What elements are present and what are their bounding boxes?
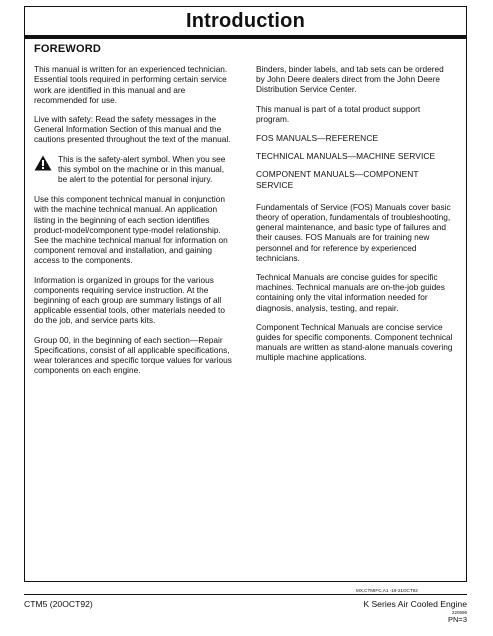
paragraph: Technical Manuals are concise guides for specific machines. Technical manuals are on-the-job guides containing only the vital information needed for diagnosis, analysis, testing, and repair. [256, 272, 445, 313]
section-heading: FOREWORD [34, 43, 101, 55]
page-number: PN=3 [448, 615, 467, 624]
paragraph: Binders, binder labels, and tab sets can be ordered by John Deere dealers direct from the John Deere Distribution Service Center. [256, 64, 444, 95]
footer-rule [24, 594, 467, 595]
safety-alert-text: This is the safety-alert symbol. When you see this symbol on the machine or in this manual, be alert to the potential for personal injury. [58, 153, 226, 185]
paragraph: This manual is written for an experienced technician. Essential tools required in performing certain service work are identified in this manual and are recommended for use. [34, 64, 228, 105]
code-reference: MX,CTMIFC,A1 -19-21OCT92 [356, 588, 418, 593]
footer-manual-title: K Series Air Cooled Engine [363, 599, 467, 609]
safety-alert-block [34, 154, 240, 185]
page-title-box [24, 6, 467, 36]
page-title: Introduction [185, 9, 306, 32]
footer-date-code: 220596 [451, 610, 467, 615]
paragraph: Live with safety: Read the safety messages in the General Information Section of this manual and the cautions presented throughout the text of the manual. [34, 114, 231, 145]
footer-manual-id: CTM5 (20OCT92) [24, 599, 93, 609]
paragraph: Fundamentals of Service (FOS) Manuals cover basic theory of operation, fundamentals of troubleshooting, general maintenance, and basic type of failures and their causes. FOS Manuals are for training new personnel and for reference by experienced technicians. [256, 201, 451, 263]
right-column [256, 44, 456, 372]
manual-type-component: COMPONENT MANUALS—COMPONENT SERVICE [256, 169, 419, 190]
safety-alert-triangle-icon [34, 155, 52, 171]
paragraph: Use this component technical manual in conjunction with the machine technical manual. An application listing in the beginning of each section identifies product-model/component type-model relationship. See the machine technical manual for information on component removal and installation, and gaining access to the components. [34, 194, 228, 266]
paragraph: Component Technical Manuals are concise service guides for specific components. Component technical manuals are written as stand-alone manuals covering multiple machine applications. [256, 321, 453, 363]
left-column [34, 44, 240, 384]
paragraph: Group 00, in the beginning of each section—Repair Specifications, consist of all applicable specifications, wear tolerances and specific torque values for various components on each engine. [34, 334, 232, 376]
paragraph: Information is organized in groups for the various components requiring service instruction. At the beginning of each group are summary listings of all applicable essential tools, other materials needed to do the job, and service parts kits. [34, 274, 225, 326]
manual-type-technical: TECHNICAL MANUALS—MACHINE SERVICE [256, 151, 436, 162]
manual-type-fos: FOS MANUALS—REFERENCE [256, 133, 379, 144]
paragraph: This manual is part of a total product support program. [256, 103, 421, 124]
